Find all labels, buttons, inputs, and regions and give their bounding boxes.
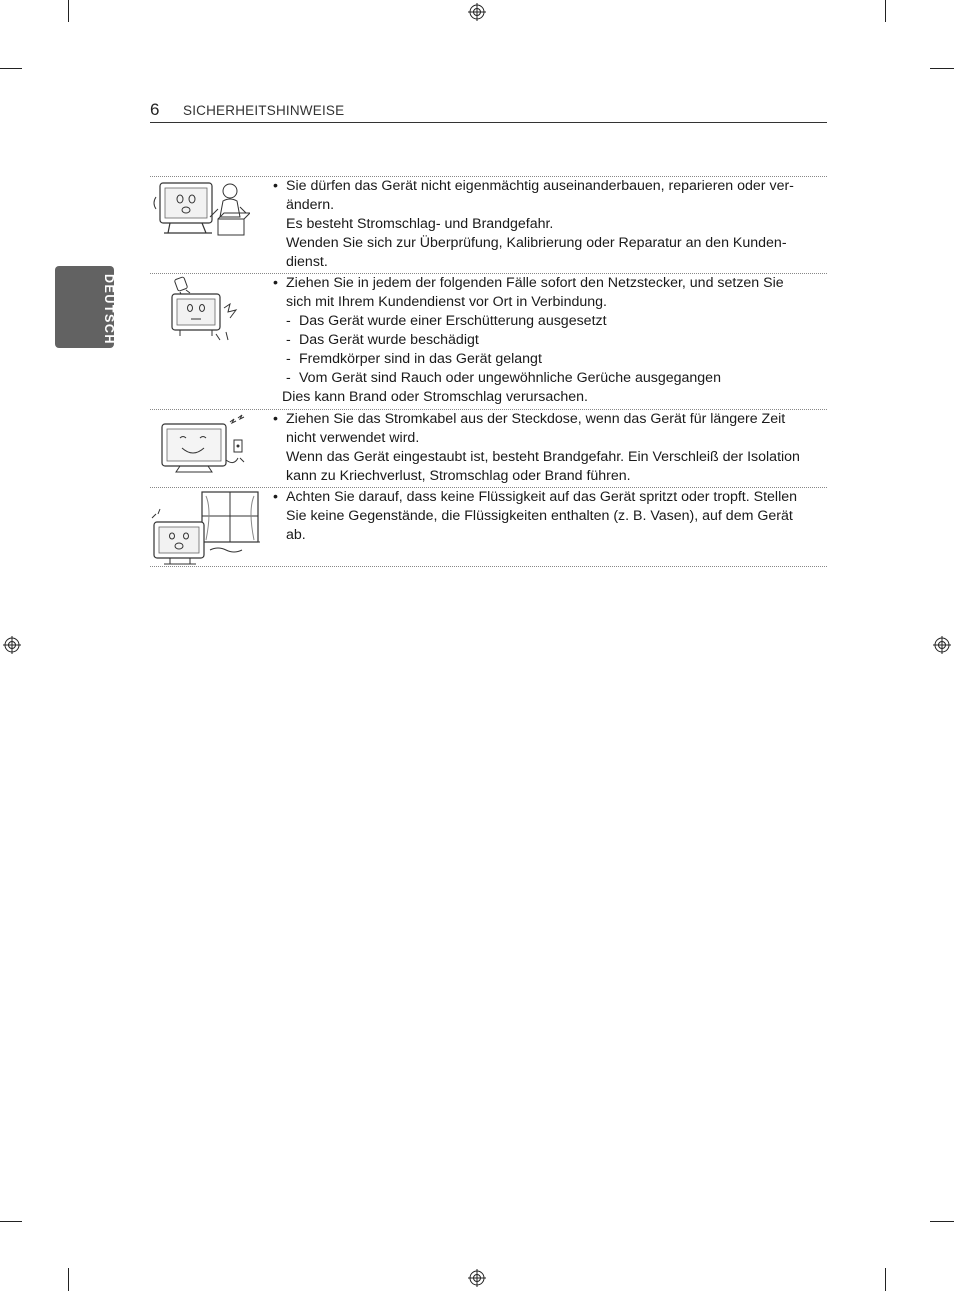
item-line: • Sie dürfen das Gerät nicht eigenmächtig auseinanderbauen, reparieren oder ver- — [271, 177, 811, 196]
page-number: 6 — [150, 100, 160, 119]
item-line: • Achten Sie darauf, dass keine Flüssigkeit auf das Gerät spritzt oder tropft. Stellen — [271, 488, 811, 507]
item-line: Es besteht Stromschlag- und Brandgefahr. — [286, 216, 554, 232]
registration-mark-icon — [468, 1269, 486, 1287]
safety-item — [150, 410, 827, 487]
item-line: nicht verwendet wird. — [286, 430, 420, 446]
item-line: • Ziehen Sie in jedem der folgenden Fälle sofort den Netzstecker, und setzen Sie — [271, 274, 811, 293]
crop-mark — [930, 1221, 954, 1222]
item-line: kann zu Kriechverlust, Stromschlag oder Brand führen. — [286, 468, 631, 484]
section-title: SICHERHEITSHINWEISE — [183, 103, 345, 118]
tv-liquid-icon — [150, 488, 260, 566]
crop-mark — [68, 0, 69, 22]
safety-item-text — [271, 274, 811, 407]
language-tab-label: DEUTSCH — [102, 274, 116, 345]
crop-mark — [0, 1221, 22, 1222]
page-header — [150, 100, 827, 123]
crop-mark — [885, 0, 886, 22]
item-line: ab. — [286, 527, 306, 543]
item-closing: Dies kann Brand oder Stromschlag verursachen. — [282, 389, 588, 405]
tv-damage-icon — [150, 274, 250, 342]
sub-item: - Das Gerät wurde einer Erschütterung ausgesetzt — [271, 312, 811, 331]
safety-item — [150, 177, 827, 273]
item-line: • Ziehen Sie das Stromkabel aus der Steckdose, wenn das Gerät für längere Zeit — [271, 410, 811, 429]
safety-item-text — [271, 177, 811, 272]
registration-mark-icon — [933, 636, 951, 654]
safety-item — [150, 488, 827, 566]
registration-mark-icon — [3, 636, 21, 654]
item-line: dienst. — [286, 254, 328, 270]
sub-item: - Das Gerät wurde beschädigt — [271, 331, 811, 350]
crop-mark — [68, 1268, 69, 1291]
item-line: Sie keine Gegenstände, die Flüssigkeiten enthalten (z. B. Vasen), auf dem Gerät — [286, 508, 793, 524]
registration-mark-icon — [468, 3, 486, 21]
crop-mark — [885, 1268, 886, 1291]
tv-repair-icon — [150, 179, 250, 241]
safety-item-text — [271, 488, 811, 545]
sub-item: - Fremdkörper sind in das Gerät gelangt — [271, 350, 811, 369]
row-divider — [150, 566, 827, 567]
item-line: Wenn das Gerät eingestaubt ist, besteht Brandgefahr. Ein Verschleiß der Isolation — [286, 449, 800, 465]
sub-item: - Vom Gerät sind Rauch oder ungewöhnliche Gerüche ausgegangen — [271, 369, 811, 388]
crop-mark — [0, 68, 22, 69]
item-line: ändern. — [286, 197, 335, 213]
tv-unplug-icon — [150, 412, 250, 476]
item-line: Wenden Sie sich zur Überprüfung, Kalibrierung oder Reparatur an den Kunden- — [286, 235, 787, 251]
safety-item-text — [271, 410, 811, 486]
safety-item — [150, 274, 827, 409]
language-tab — [55, 266, 114, 348]
item-line: sich mit Ihrem Kundendienst vor Ort in Verbindung. — [286, 294, 607, 310]
crop-mark — [930, 68, 954, 69]
